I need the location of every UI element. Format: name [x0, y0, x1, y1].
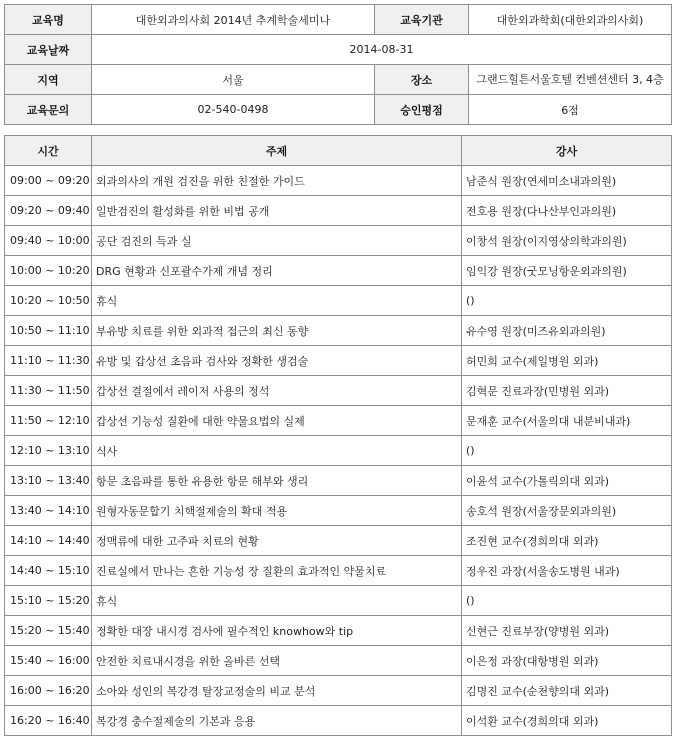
session-time: 12:10 ~ 13:10: [5, 436, 92, 466]
session-topic: 부유방 치료를 위한 외과적 접근의 최신 동향: [92, 316, 462, 346]
date-value: 2014-08-31: [92, 35, 672, 65]
session-lecturer: (): [462, 586, 672, 616]
session-lecturer: 정우진 과장(서울송도병원 내과): [462, 556, 672, 586]
credits-value: 6점: [469, 95, 672, 125]
session-topic: 원형자동문합기 치핵절제술의 확대 적용: [92, 496, 462, 526]
session-lecturer: 조진현 교수(경희의대 외과): [462, 526, 672, 556]
session-lecturer: 전호용 원장(다나산부인과의원): [462, 196, 672, 226]
session-lecturer: (): [462, 436, 672, 466]
session-topic: 안전한 치료내시경을 위한 올바른 선택: [92, 646, 462, 676]
schedule-row: [5, 466, 672, 496]
session-lecturer: (): [462, 286, 672, 316]
schedule-row: [5, 166, 672, 196]
session-time: 16:20 ~ 16:40: [5, 706, 92, 736]
session-lecturer: 임익강 원장(굿모닝항운외과의원): [462, 256, 672, 286]
session-time: 10:20 ~ 10:50: [5, 286, 92, 316]
session-topic: 정맥류에 대한 고주파 치료의 현황: [92, 526, 462, 556]
header-time: 시간: [5, 136, 92, 166]
schedule-body: [5, 166, 672, 736]
schedule-row: [5, 286, 672, 316]
schedule-header-row: [5, 136, 672, 166]
schedule-row: [5, 256, 672, 286]
session-time: 11:50 ~ 12:10: [5, 406, 92, 436]
header-topic: 주제: [92, 136, 462, 166]
schedule-row: [5, 196, 672, 226]
session-topic: 외과의사의 개원 검진을 위한 친절한 가이드: [92, 166, 462, 196]
session-topic: 식사: [92, 436, 462, 466]
session-lecturer: 이윤석 교수(가톨릭의대 외과): [462, 466, 672, 496]
session-lecturer: 문재훈 교수(서울의대 내분비내과): [462, 406, 672, 436]
session-topic: 갑상선 결절에서 레이저 사용의 정석: [92, 376, 462, 406]
schedule-row: [5, 526, 672, 556]
region-label: 지역: [5, 65, 92, 95]
schedule-row: [5, 616, 672, 646]
schedule-table: [4, 135, 672, 736]
session-topic: 진료실에서 만나는 흔한 기능성 장 질환의 효과적인 약물치료: [92, 556, 462, 586]
credits-label: 승인평점: [375, 95, 469, 125]
schedule-row: [5, 226, 672, 256]
session-lecturer: 신현근 진료부장(양병원 외과): [462, 616, 672, 646]
contact-value: 02-540-0498: [92, 95, 375, 125]
contact-label: 교육문의: [5, 95, 92, 125]
session-topic: 갑상선 기능성 질환에 대한 약물요법의 실제: [92, 406, 462, 436]
schedule-row: [5, 496, 672, 526]
course-name-label: 교육명: [5, 5, 92, 35]
session-time: 15:10 ~ 15:20: [5, 586, 92, 616]
info-row-location: [5, 65, 672, 95]
session-time: 15:40 ~ 16:00: [5, 646, 92, 676]
session-topic: 휴식: [92, 586, 462, 616]
schedule-row: [5, 676, 672, 706]
session-time: 14:40 ~ 15:10: [5, 556, 92, 586]
schedule-row: [5, 586, 672, 616]
session-topic: 정확한 대장 내시경 검사에 필수적인 knowhow와 tip: [92, 616, 462, 646]
session-time: 11:10 ~ 11:30: [5, 346, 92, 376]
header-lecturer: 강사: [462, 136, 672, 166]
session-topic: 복강경 충수절제술의 기본과 응용: [92, 706, 462, 736]
session-lecturer: 김명진 교수(순천향의대 외과): [462, 676, 672, 706]
venue-label: 장소: [375, 65, 469, 95]
session-lecturer: 이석환 교수(경희의대 외과): [462, 706, 672, 736]
session-topic: 유방 및 갑상선 초음파 검사와 정확한 생검술: [92, 346, 462, 376]
date-label: 교육날짜: [5, 35, 92, 65]
schedule-row: [5, 706, 672, 736]
session-time: 11:30 ~ 11:50: [5, 376, 92, 406]
session-time: 13:10 ~ 13:40: [5, 466, 92, 496]
session-time: 09:00 ~ 09:20: [5, 166, 92, 196]
schedule-row: [5, 436, 672, 466]
course-info-table: [4, 4, 672, 125]
schedule-row: [5, 346, 672, 376]
session-topic: 일반검진의 활성화를 위한 비법 공개: [92, 196, 462, 226]
institution-value: 대한외과학회(대한외과의사회): [469, 5, 672, 35]
session-topic: 휴식: [92, 286, 462, 316]
schedule-row: [5, 556, 672, 586]
session-lecturer: 이창석 원장(이지영상의학과의원): [462, 226, 672, 256]
session-lecturer: 남준식 원장(연세미소내과의원): [462, 166, 672, 196]
session-time: 13:40 ~ 14:10: [5, 496, 92, 526]
session-topic: 공단 검진의 득과 실: [92, 226, 462, 256]
session-time: 09:40 ~ 10:00: [5, 226, 92, 256]
info-row-contact: [5, 95, 672, 125]
session-lecturer: 유수영 원장(미즈유외과의원): [462, 316, 672, 346]
institution-label: 교육기관: [375, 5, 469, 35]
course-name-value: 대한외과의사회 2014년 추계학술세미나: [92, 5, 375, 35]
session-time: 09:20 ~ 09:40: [5, 196, 92, 226]
venue-value: 그랜드힐튼서울호텔 컨벤션센터 3, 4층: [469, 65, 672, 95]
schedule-row: [5, 646, 672, 676]
session-topic: 소아와 성인의 복강경 탈장교정술의 비교 분석: [92, 676, 462, 706]
region-value: 서울: [92, 65, 375, 95]
session-lecturer: 허민희 교수(제일병원 외과): [462, 346, 672, 376]
schedule-row: [5, 316, 672, 346]
session-topic: 항문 초음파를 통한 유용한 항문 해부와 생리: [92, 466, 462, 496]
schedule-row: [5, 376, 672, 406]
session-lecturer: 김혁문 진료과장(민병원 외과): [462, 376, 672, 406]
session-lecturer: 송호석 원장(서울장문외과의원): [462, 496, 672, 526]
session-lecturer: 이은정 과장(대항병원 외과): [462, 646, 672, 676]
session-time: 16:00 ~ 16:20: [5, 676, 92, 706]
session-time: 10:50 ~ 11:10: [5, 316, 92, 346]
session-time: 10:00 ~ 10:20: [5, 256, 92, 286]
session-time: 14:10 ~ 14:40: [5, 526, 92, 556]
info-row-course: [5, 5, 672, 35]
info-row-date: [5, 35, 672, 65]
session-topic: DRG 현황과 신포괄수가제 개념 정리: [92, 256, 462, 286]
schedule-row: [5, 406, 672, 436]
session-time: 15:20 ~ 15:40: [5, 616, 92, 646]
